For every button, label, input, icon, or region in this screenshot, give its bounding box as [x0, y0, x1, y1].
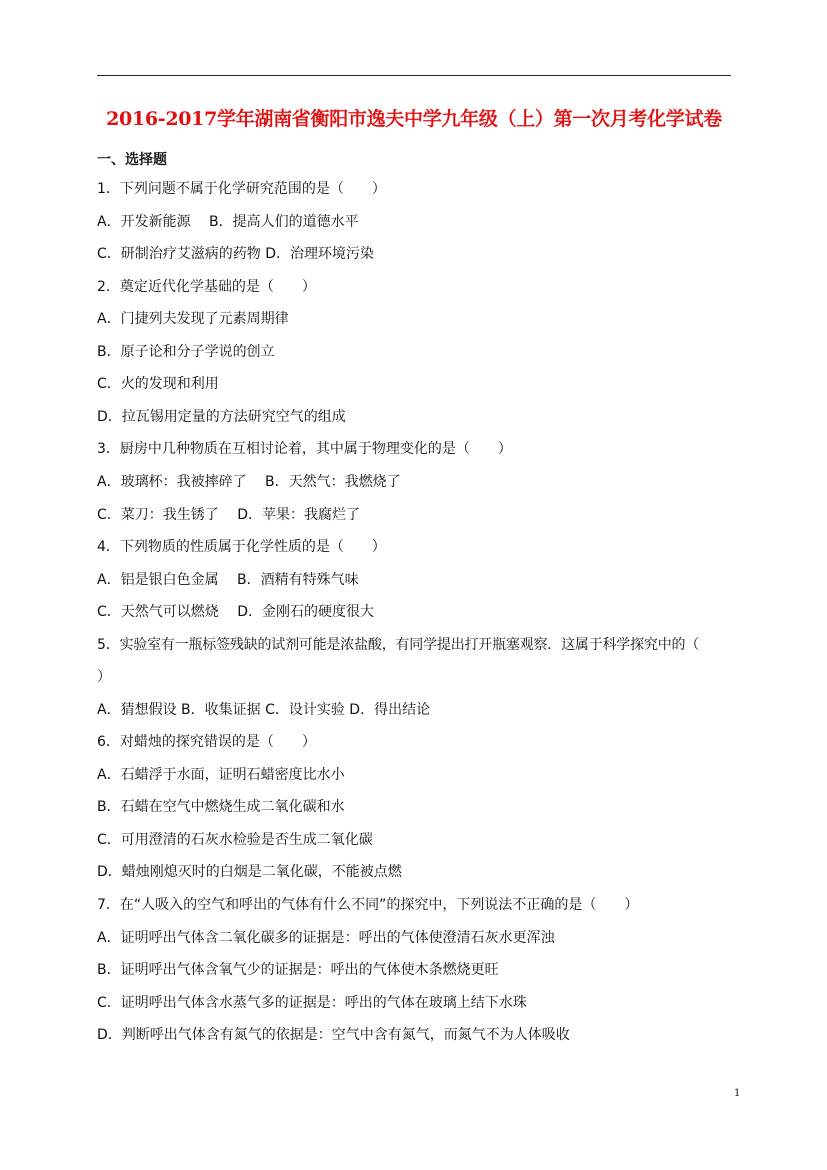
option-line: C．证明呼出气体含水蒸气多的证据是：呼出的气体在玻璃上结下水珠	[97, 995, 527, 1011]
option-line: A．铝是银白色金属 B．酒精有特殊气味	[97, 572, 359, 588]
option-line: C．研制治疗艾滋病的药物 D．治理环境污染	[97, 246, 375, 262]
header-rule	[97, 75, 731, 76]
option-line: B．石蜡在空气中燃烧生成二氧化碳和水	[97, 799, 345, 815]
question-line: 6．对蜡烛的探究错误的是（ ）	[97, 734, 316, 750]
section-heading: 一、选择题	[97, 152, 167, 168]
question-line: 4．下列物质的性质属于化学性质的是（ ）	[97, 539, 386, 555]
question-line: 1．下列问题不属于化学研究范围的是（ ）	[97, 181, 386, 197]
option-line: A．开发新能源 B．提高人们的道德水平	[97, 214, 359, 230]
question-line: 2．奠定近代化学基础的是（ ）	[97, 279, 316, 295]
question-line-continued: ）	[97, 669, 111, 685]
option-line: C．可用澄清的石灰水检验是否生成二氧化碳	[97, 832, 373, 848]
option-line: A．石蜡浮于水面，证明石蜡密度比水小	[97, 767, 345, 783]
option-line: C．火的发现和利用	[97, 376, 219, 392]
option-line: A．证明呼出气体含二氧化碳多的证据是：呼出的气体使澄清石灰水更浑浊	[97, 930, 555, 946]
page-number: 1	[734, 1088, 741, 1099]
option-line: A．玻璃杯：我被摔碎了 B．天然气：我燃烧了	[97, 474, 401, 490]
option-line: D．判断呼出气体含有氮气的依据是：空气中含有氮气，而氮气不为人体吸收	[97, 1027, 570, 1043]
question-line: 3．厨房中几种物质在互相讨论着，其中属于物理变化的是（ ）	[97, 441, 512, 457]
option-line: C．菜刀：我生锈了 D．苹果：我腐烂了	[97, 507, 361, 523]
question-line: 7．在“人吸入的空气和呼出的气体有什么不同”的探究中，下列说法不正确的是（ ）	[97, 897, 639, 913]
option-line: A．猜想假设 B．收集证据 C．设计实验 D．得出结论	[97, 702, 431, 718]
question-line: 5．实验室有一瓶标签残缺的试剂可能是浓盐酸，有同学提出打开瓶塞观察．这属于科学探究中的（	[97, 637, 700, 653]
exam-title: 2016-2017学年湖南省衡阳市逸夫中学九年级（上）第一次月考化学试卷	[106, 108, 722, 130]
option-line: D．拉瓦锡用定量的方法研究空气的组成	[97, 409, 346, 425]
option-line: A．门捷列夫发现了元素周期律	[97, 311, 289, 327]
option-line: B．原子论和分子学说的创立	[97, 344, 275, 360]
option-line: D．蜡烛刚熄灭时的白烟是二氧化碳，不能被点燃	[97, 864, 402, 880]
option-line: C．天然气可以燃烧 D．金刚石的硬度很大	[97, 604, 375, 620]
option-line: B．证明呼出气体含氧气少的证据是：呼出的气体使木条燃烧更旺	[97, 962, 499, 978]
